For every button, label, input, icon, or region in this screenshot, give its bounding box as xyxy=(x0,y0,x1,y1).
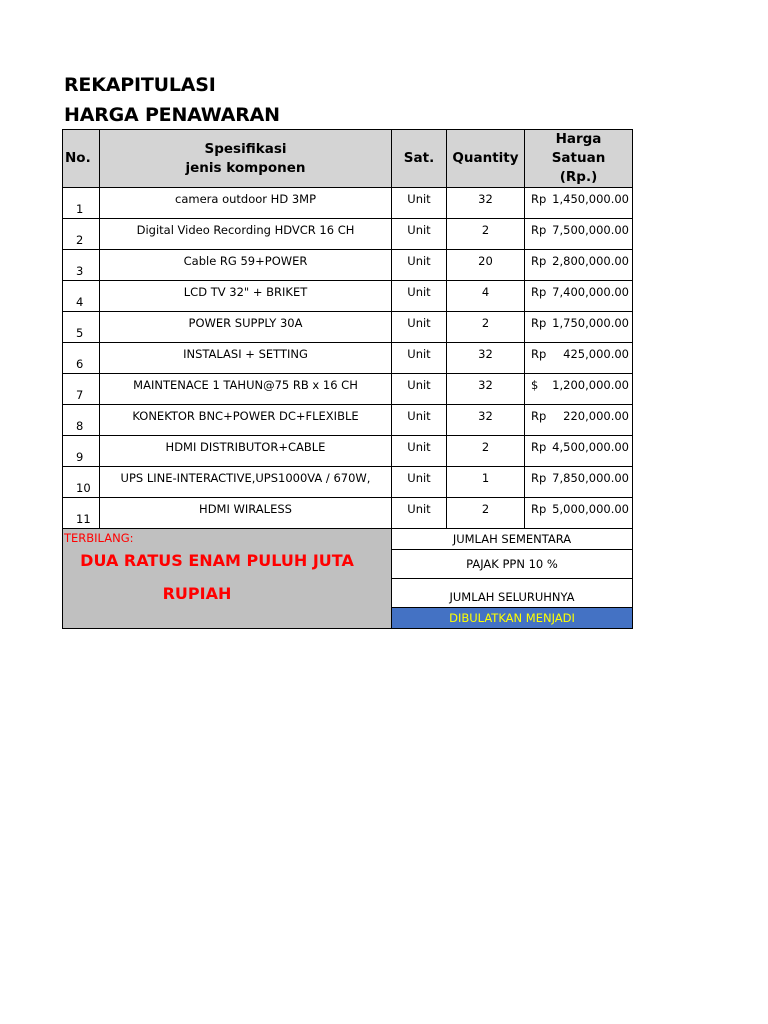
item-quantity: 32 xyxy=(447,374,525,405)
header-sat: Sat. xyxy=(392,130,447,188)
item-spec: HDMI WIRALESS xyxy=(100,498,392,529)
terbilang-label: TERBILANG: xyxy=(64,531,134,545)
item-no: 7 xyxy=(63,374,100,405)
item-spec: MAINTENACE 1 TAHUN@75 RB x 16 CH xyxy=(100,374,392,405)
header-spec-line2: jenis komponen xyxy=(185,159,306,176)
item-spec: LCD TV 32" + BRIKET xyxy=(100,281,392,312)
item-no: 3 xyxy=(63,250,100,281)
item-spec: UPS LINE-INTERACTIVE,UPS1000VA / 670W, xyxy=(100,467,392,498)
item-currency: Rp xyxy=(531,285,547,299)
item-price: 2,800,000.00 xyxy=(552,254,629,268)
item-quantity: 32 xyxy=(447,343,525,374)
document-title-line1: REKAPITULASI xyxy=(64,74,216,96)
table-row xyxy=(63,281,633,312)
item-spec: POWER SUPPLY 30A xyxy=(100,312,392,343)
item-quantity: 4 xyxy=(447,281,525,312)
item-price: 7,400,000.00 xyxy=(552,285,629,299)
table-row xyxy=(63,312,633,343)
item-currency: Rp xyxy=(531,440,547,454)
header-spec xyxy=(100,130,392,188)
header-no: No. xyxy=(63,130,100,188)
item-currency: Rp xyxy=(531,254,547,268)
item-price: 1,200,000.00 xyxy=(552,378,629,392)
item-unit: Unit xyxy=(392,219,447,250)
amount-in-words-cell xyxy=(63,529,392,629)
item-no: 4 xyxy=(63,281,100,312)
item-quantity: 32 xyxy=(447,405,525,436)
item-price: 7,850,000.00 xyxy=(552,471,629,485)
tax-label: PAJAK PPN 10 % xyxy=(392,550,633,579)
table-row xyxy=(63,219,633,250)
header-price xyxy=(525,130,633,188)
table-header-row xyxy=(63,130,633,188)
item-price: 220,000.00 xyxy=(563,409,629,423)
item-currency: Rp xyxy=(531,471,547,485)
item-currency: Rp xyxy=(531,502,547,516)
item-unit: Unit xyxy=(392,250,447,281)
item-quantity: 20 xyxy=(447,250,525,281)
item-spec: HDMI DISTRIBUTOR+CABLE xyxy=(100,436,392,467)
item-price: 4,500,000.00 xyxy=(552,440,629,454)
item-currency: Rp xyxy=(531,316,547,330)
item-no: 9 xyxy=(63,436,100,467)
table-row xyxy=(63,343,633,374)
item-unit: Unit xyxy=(392,188,447,219)
item-price: 1,450,000.00 xyxy=(552,192,629,206)
item-price: 1,750,000.00 xyxy=(552,316,629,330)
table-row xyxy=(63,188,633,219)
item-spec: KONEKTOR BNC+POWER DC+FLEXIBLE xyxy=(100,405,392,436)
item-price: 425,000.00 xyxy=(563,347,629,361)
item-unit: Unit xyxy=(392,312,447,343)
item-unit: Unit xyxy=(392,498,447,529)
item-no: 8 xyxy=(63,405,100,436)
item-price-cell xyxy=(525,219,633,250)
item-price-cell xyxy=(525,467,633,498)
item-unit: Unit xyxy=(392,374,447,405)
item-price-cell xyxy=(525,436,633,467)
item-currency: Rp xyxy=(531,347,547,361)
table-row xyxy=(63,374,633,405)
amount-words-line1: DUA RATUS ENAM PULUH JUTA xyxy=(80,551,354,570)
subtotal-label: JUMLAH SEMENTARA xyxy=(392,529,633,550)
table-row xyxy=(63,405,633,436)
item-spec: Cable RG 59+POWER xyxy=(100,250,392,281)
item-price-cell xyxy=(525,250,633,281)
item-unit: Unit xyxy=(392,281,447,312)
table-row xyxy=(63,436,633,467)
item-unit: Unit xyxy=(392,343,447,374)
item-price-cell xyxy=(525,312,633,343)
header-price-line3: (Rp.) xyxy=(559,169,598,185)
amount-words-line2: RUPIAH xyxy=(162,584,232,603)
header-qty: Quantity xyxy=(447,130,525,188)
item-quantity: 32 xyxy=(447,188,525,219)
item-quantity: 2 xyxy=(447,436,525,467)
item-spec: camera outdoor HD 3MP xyxy=(100,188,392,219)
item-price-cell xyxy=(525,343,633,374)
item-price-cell xyxy=(525,405,633,436)
item-unit: Unit xyxy=(392,467,447,498)
item-no: 1 xyxy=(63,188,100,219)
rounded-label: DIBULATKAN MENJADI xyxy=(392,608,633,629)
item-quantity: 1 xyxy=(447,467,525,498)
item-spec: Digital Video Recording HDVCR 16 CH xyxy=(100,219,392,250)
header-spec-line1: Spesifikasi xyxy=(204,140,287,157)
item-quantity: 2 xyxy=(447,498,525,529)
item-no: 10 xyxy=(63,467,100,498)
header-price-line2: Satuan xyxy=(551,150,606,166)
table-row xyxy=(63,498,633,529)
item-no: 11 xyxy=(63,498,100,529)
table-row xyxy=(63,250,633,281)
document-title-line2: HARGA PENAWARAN xyxy=(64,104,280,126)
item-price-cell xyxy=(525,374,633,405)
item-no: 5 xyxy=(63,312,100,343)
item-price: 5,000,000.00 xyxy=(552,502,629,516)
item-currency: Rp xyxy=(531,409,547,423)
item-quantity: 2 xyxy=(447,312,525,343)
item-price: 7,500,000.00 xyxy=(552,223,629,237)
item-currency: $ xyxy=(531,378,539,392)
item-quantity: 2 xyxy=(447,219,525,250)
item-no: 6 xyxy=(63,343,100,374)
item-unit: Unit xyxy=(392,405,447,436)
item-spec: INSTALASI + SETTING xyxy=(100,343,392,374)
item-currency: Rp xyxy=(531,223,547,237)
item-unit: Unit xyxy=(392,436,447,467)
item-currency: Rp xyxy=(531,192,547,206)
quotation-table xyxy=(62,129,633,629)
item-price-cell xyxy=(525,188,633,219)
header-price-line1: Harga xyxy=(555,131,602,147)
table-row xyxy=(63,467,633,498)
item-price-cell xyxy=(525,281,633,312)
item-price-cell xyxy=(525,498,633,529)
item-no: 2 xyxy=(63,219,100,250)
total-label: JUMLAH SELURUHNYA xyxy=(392,579,633,608)
